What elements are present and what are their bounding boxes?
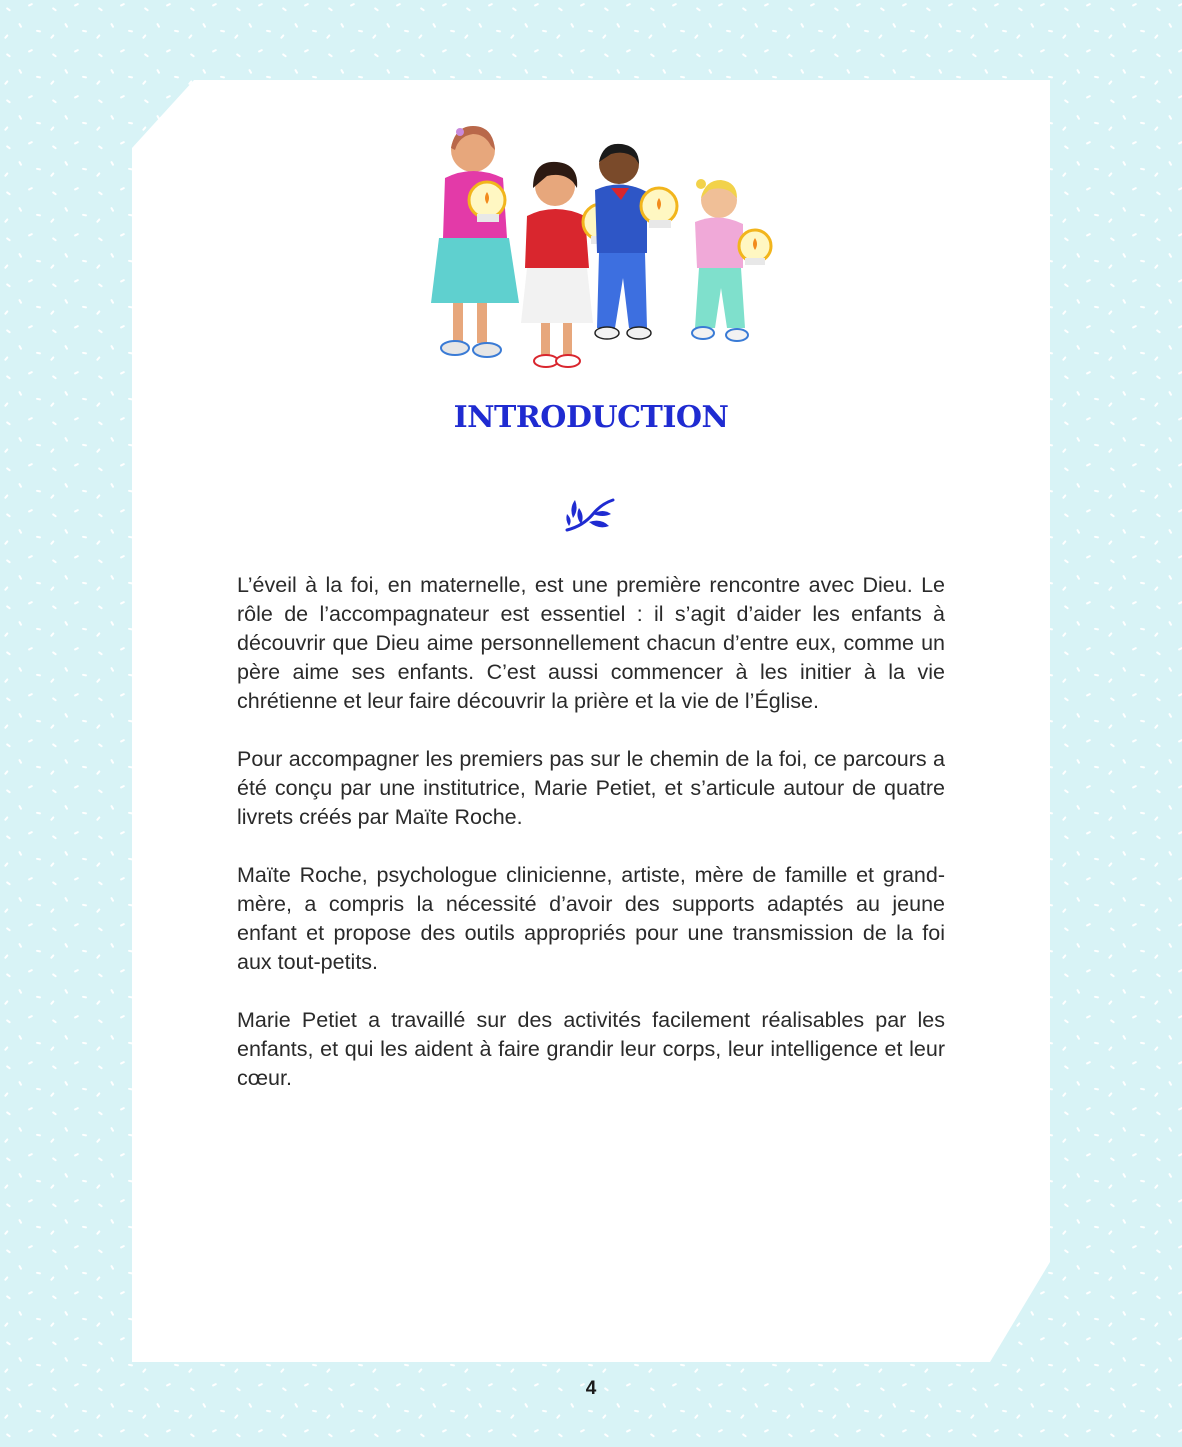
- child-4-figure: [692, 179, 771, 341]
- children-holding-candles-illustration: [415, 118, 795, 388]
- paragraph: Pour accompagner les premiers pas sur le chemin de la foi, ce parcours a été conçu par une institutrice, Marie Petiet, et s’articule autour de quatre livrets créés par Maïte Roche.: [237, 747, 945, 829]
- child-3-figure: [595, 144, 677, 339]
- page-title: INTRODUCTION: [453, 400, 729, 435]
- page-number: 4: [585, 1378, 597, 1399]
- child-1-figure: [431, 126, 519, 357]
- paragraph: L’éveil à la foi, en maternelle, est une première rencontre avec Dieu. Le rôle de l’accompagnateur est essentiel : il s’agit d’aider les enfants à découvrir que Dieu aime personnellement chacun d’entre eux, comme un père aime ses enfants. C’est aussi commencer à les initier à la vie chrétienne et leur faire découvrir la prière et la vie de l’Église.: [237, 573, 945, 713]
- leaf-sprig-ornament-icon: [563, 496, 617, 536]
- paragraph: Maïte Roche, psychologue clinicienne, artiste, mère de famille et grand-mère, a compris la nécessité d’avoir des supports adaptés au jeune enfant et propose des outils appropriés pour une transmission de la foi aux tout-petits.: [237, 863, 945, 974]
- introduction-body: [237, 571, 945, 1122]
- paragraph: Marie Petiet a travaillé sur des activités facilement réalisables par les enfants, et qui les aident à faire grandir leur corps, leur intelligence et leur cœur.: [237, 1008, 945, 1090]
